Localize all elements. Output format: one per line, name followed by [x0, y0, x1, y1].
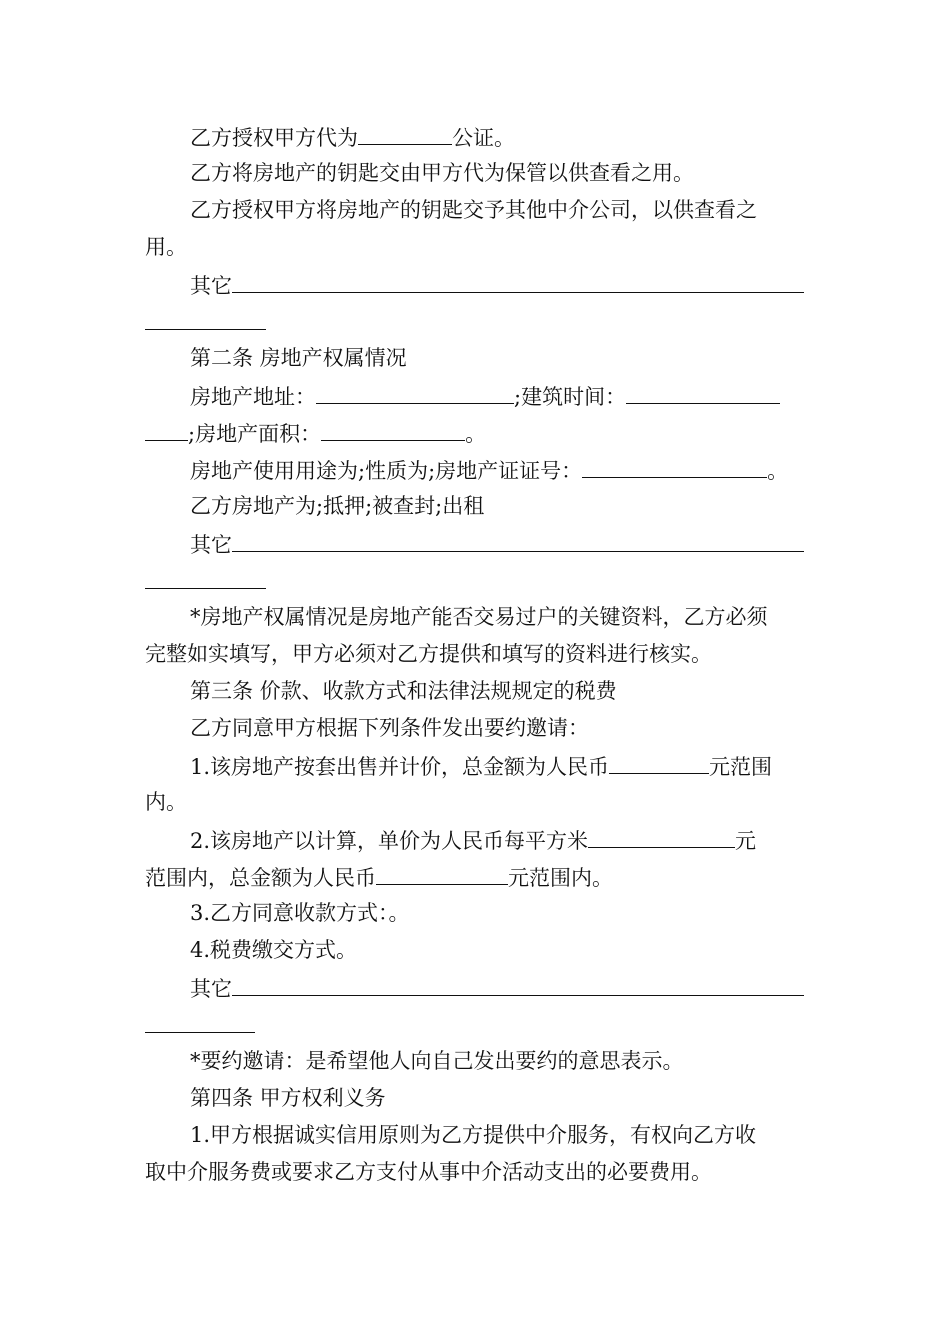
ownership-note-cont: 完整如实填写，甲方必须对乙方提供和填写的资料进行核实。 [145, 642, 712, 666]
price-item-1-cont: 内。 [145, 790, 187, 814]
fill-blank [316, 377, 514, 404]
clause-text: 公证。 [452, 126, 515, 150]
fill-blank [626, 377, 780, 404]
clause-keys-custody: 乙方将房地产的钥匙交由甲方代为保管以供查看之用。 [190, 161, 694, 185]
address-field [190, 377, 807, 414]
fill-blank [232, 266, 804, 293]
party-a-right-1-cont: 取中介服务费或要求乙方支付从事中介活动支出的必要费用。 [145, 1160, 712, 1184]
usage-field [190, 451, 807, 488]
price-item-4: 4.税费缴交方式。 [190, 938, 358, 962]
other-field-cont [145, 1006, 807, 1043]
other-field [190, 266, 807, 303]
article-2-heading: 第二条 房地产权属情况 [190, 346, 407, 370]
clause-keys-other-agency-cont: 用。 [145, 235, 187, 259]
clause-text: 元范围内。 [508, 866, 613, 890]
other-label: 其它 [190, 977, 232, 1001]
article-4-heading: 第四条 甲方权利义务 [190, 1086, 386, 1110]
fill-blank [321, 414, 465, 441]
clause-keys-other-agency: 乙方授权甲方将房地产的钥匙交予其他中介公司，以供查看之 [190, 198, 757, 222]
usage-label: 房地产使用用途为;性质为;房地产证证号： [190, 459, 583, 483]
fill-blank [376, 858, 508, 885]
other-field-cont [145, 562, 807, 599]
fill-blank [609, 747, 709, 774]
clause-text: 元 [735, 829, 757, 853]
clause-text: 范围内，总金额为人民币 [145, 866, 376, 890]
other-label: 其它 [190, 533, 232, 557]
price-item-2-cont [145, 858, 807, 895]
offer-invitation-note: *要约邀请：是希望他人向自己发出要约的意思表示。 [190, 1049, 684, 1073]
price-item-1 [190, 747, 807, 784]
built-time-label: ;建筑时间： [514, 385, 627, 409]
other-field [190, 525, 807, 562]
other-field [190, 969, 807, 1006]
offer-invitation-intro: 乙方同意甲方根据下列条件发出要约邀请： [190, 716, 589, 740]
price-item-2 [190, 821, 807, 858]
period: 。 [767, 459, 789, 483]
fill-blank [582, 451, 767, 478]
other-label: 其它 [190, 274, 232, 298]
party-a-right-1: 1.甲方根据诚实信用原则为乙方提供中介服务，有权向乙方收 [190, 1123, 757, 1147]
property-status: 乙方房地产为;抵押;被查封;出租 [190, 494, 485, 518]
clause-text: 元范围 [709, 755, 773, 779]
fill-blank [145, 414, 188, 441]
other-field-cont [145, 303, 807, 340]
clause-text: 2.该房地产以计算，单价为人民币每平方米 [190, 829, 589, 853]
ownership-note: *房地产权属情况是房地产能否交易过户的关键资料，乙方必须 [190, 605, 768, 629]
fill-blank [588, 821, 735, 848]
clause-notarize [190, 118, 807, 155]
article-3-heading: 第三条 价款、收款方式和法律法规规定的税费 [190, 679, 617, 703]
fill-blank [145, 303, 266, 330]
period: 。 [465, 422, 487, 446]
clause-text: 乙方授权甲方代为 [190, 126, 358, 150]
fill-blank [232, 969, 804, 996]
fill-blank [145, 1006, 255, 1033]
area-label: ;房地产面积： [188, 422, 322, 446]
fill-blank [232, 525, 804, 552]
clause-text: 1.该房地产按套出售并计价，总金额为人民币 [190, 755, 610, 779]
area-field [145, 414, 807, 451]
address-label: 房地产地址： [190, 385, 316, 409]
fill-blank [358, 118, 452, 145]
fill-blank [145, 562, 266, 589]
price-item-3: 3.乙方同意收款方式：。 [190, 901, 410, 925]
